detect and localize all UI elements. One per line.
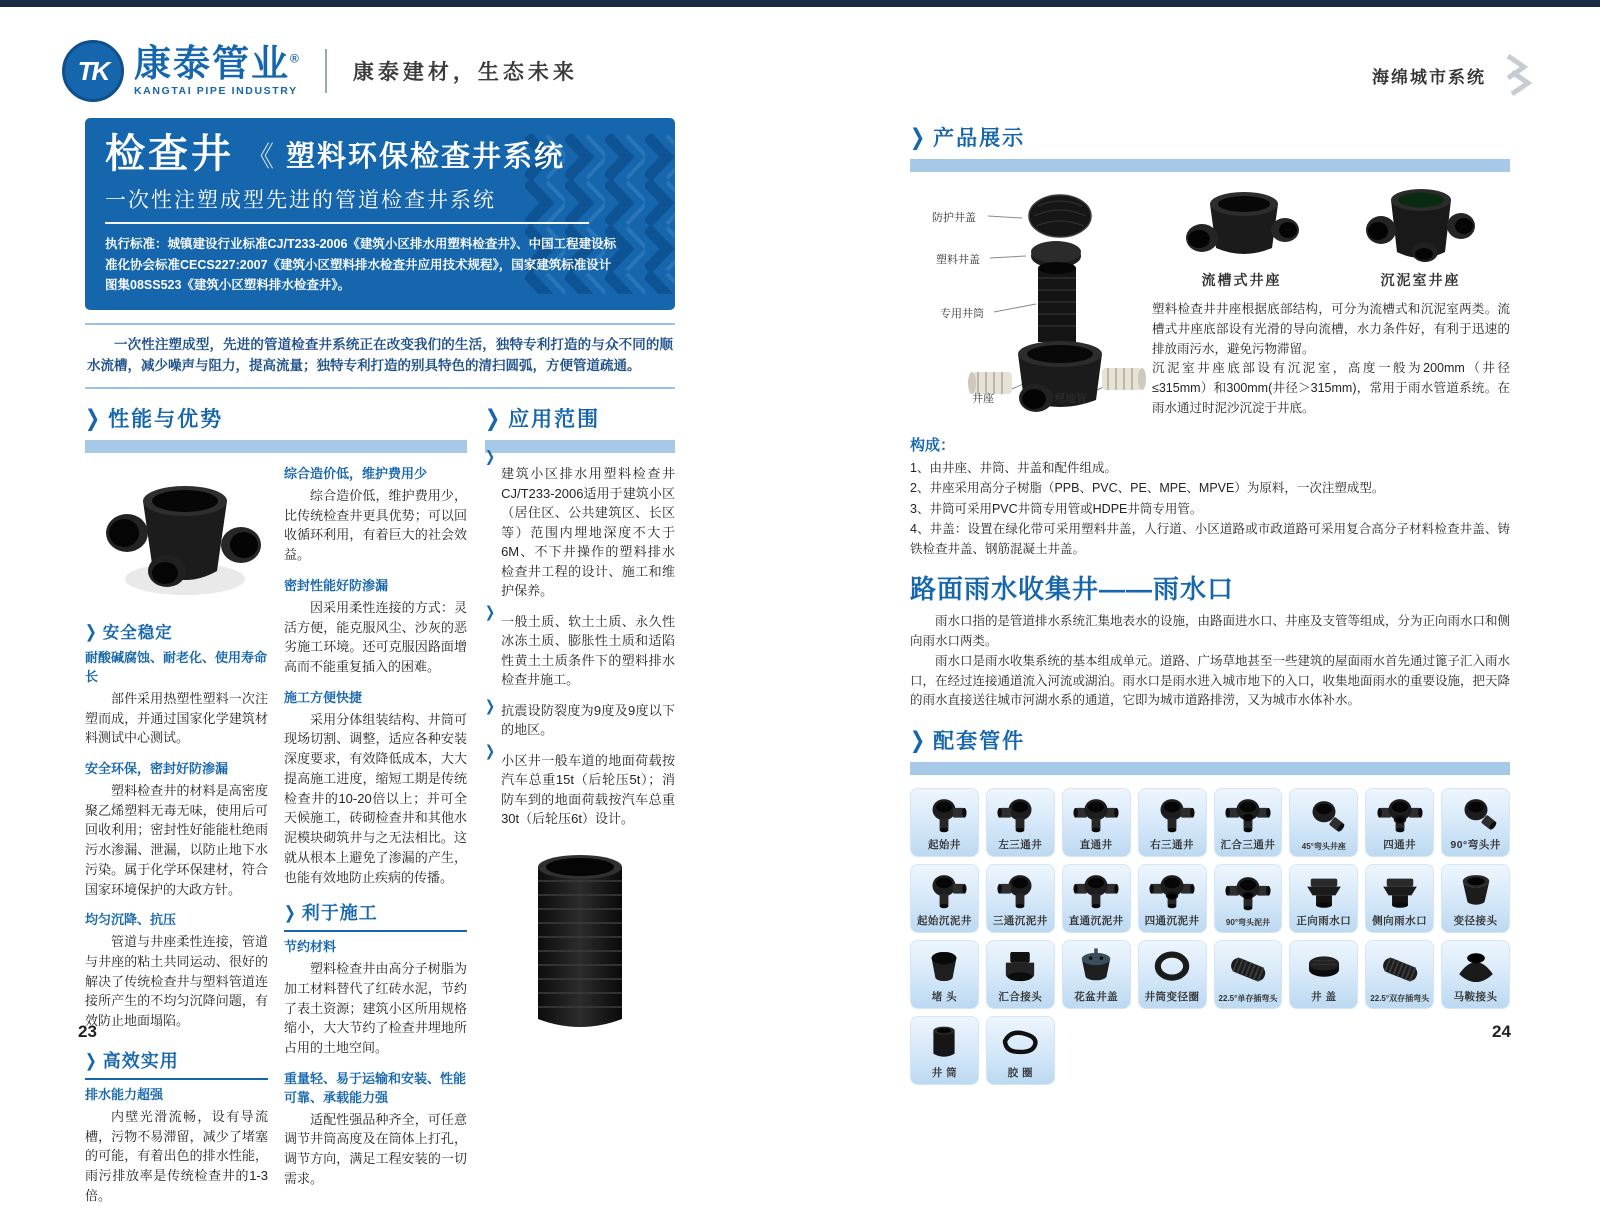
feature-block <box>284 1070 467 1189</box>
showcase-title: 产品展示 <box>933 127 1026 150</box>
fitting-card <box>910 940 979 1009</box>
fitting-label: 胶 圈 <box>1007 1067 1034 1079</box>
feature-title: 排水能力超强 <box>85 1086 164 1102</box>
brand-logo <box>62 40 1538 102</box>
exploded-assembly-diagram <box>910 186 1148 426</box>
fitting-photo <box>1453 792 1499 837</box>
safety-feature-list <box>85 649 268 1031</box>
fitting-label: 井 筒 <box>931 1067 958 1079</box>
efficient-header: 高效实用 <box>102 1050 179 1071</box>
section-arrow-icon: ❯ <box>485 405 501 431</box>
logo-monogram-text: TK <box>77 55 109 86</box>
hero-tagline: 一次性注塑成型先进的管道检查井系统 <box>105 184 589 224</box>
rainwater-section <box>910 569 1510 711</box>
section-underbar <box>910 159 1510 172</box>
base-description-para2: 沉泥室井座底部设有沉泥室，高度一般为200mm（井径≤315mm）和300mm(井径＞315mm)，常用于雨水管道系统。在雨水通过时泥沙沉淀于井底。 <box>1152 361 1510 415</box>
fitting-photo <box>1073 944 1119 989</box>
section-tagline: 海绵城市系统 <box>1372 67 1486 87</box>
hero-standards: 执行标准：城镇建设行业标准CJ/T233-2006《建筑小区排水用塑料检查井》、中国工程建设标准化协会标准CECS227:2007《建筑小区塑料排水检查井应用技术规程》，国家建筑标准设计图集08SS523《建筑小区塑料排水检查井》。 <box>105 237 617 293</box>
feature-block <box>85 760 268 899</box>
fitting-label: 侧向雨水口 <box>1372 915 1428 927</box>
fitting-label: 正向雨水口 <box>1296 915 1352 927</box>
fitting-card <box>1062 940 1131 1009</box>
fitting-label: 堵 头 <box>931 991 958 1003</box>
section-arrow-icon: ❯ <box>85 405 101 431</box>
bullet-arrow-icon: ❯ <box>485 448 496 466</box>
feature-title: 施工方便快捷 <box>284 689 363 705</box>
bullet-arrow-icon: ❯ <box>485 602 496 621</box>
fitting-photo <box>921 868 967 913</box>
fitting-card <box>1365 940 1434 1009</box>
subsection-arrow-icon: ❯ <box>284 902 296 923</box>
inspection-chamber-photo <box>85 467 268 609</box>
fitting-card <box>1441 864 1510 933</box>
fitting-photo <box>921 944 967 989</box>
registered-mark: ® <box>290 51 301 66</box>
composition-section <box>910 434 1510 559</box>
fitting-card <box>1214 788 1283 857</box>
feature-title: 均匀沉降、抗压 <box>85 912 177 928</box>
fitting-label: 井 盖 <box>1311 991 1337 1003</box>
fitting-label: 花盆井盖 <box>1074 991 1119 1003</box>
page-header <box>62 40 1538 110</box>
fitting-photo <box>1453 944 1499 989</box>
page-number-left: 23 <box>78 1022 97 1041</box>
brand-english-name: KANGTAI PIPE INDUSTRY <box>134 85 298 98</box>
fitting-card <box>1365 788 1434 857</box>
fitting-card <box>910 788 979 857</box>
label-protective-cover: 防护井盖 <box>932 212 976 224</box>
feature-body: 采用分体组装结构、井筒可现场切割、调整，适应各种安装深度要求，有效降低成本，大大提高施工进度，缩短工期是传统检查井的10-20倍以上；并可全天候施工，砖砌检查井和其他水泥模块砌筑井与之无法相比。这就从根本上避免了渗漏的产生，也能有效地防止疾病的传播。 <box>284 711 467 885</box>
hero-banner <box>85 118 675 310</box>
feature-body: 塑料检查井由高分子树脂为加工材料替代了红砖水泥，节约了表土资源；建筑小区所用规格缩小，大大节约了检查井埋地所占用的土地空间。 <box>284 961 467 1056</box>
fitting-label: 45°弯头井座 <box>1301 842 1346 851</box>
fitting-label: 三通沉泥井 <box>992 915 1048 927</box>
feature-title: 节约材料 <box>284 939 337 955</box>
feature-body: 适配性强品种齐全，可任意调节井筒高度及在筒体上打孔，调节方向，满足工程安装的一切需求。 <box>284 1111 467 1186</box>
applications-list <box>485 448 675 829</box>
application-text: 一般土质、软土土质、永久性冰冻土质、膨胀性土质和适陷性黄土土质条件下的塑料排水检查井施工。 <box>501 613 675 688</box>
photo-caption: 流槽式井座 <box>1201 272 1282 288</box>
application-text: 建筑小区排水用塑料检查井CJ/T233-2006适用于建筑小区（居住区、公共建筑区、长区等）范围内埋地深度不大于6M、不下井操作的塑料排水检查井工程的设计、施工和维护保养。 <box>501 466 675 599</box>
feature-title: 密封性能好防渗漏 <box>284 577 389 593</box>
fitting-photo <box>1225 944 1271 993</box>
fitting-photo <box>997 1020 1043 1065</box>
fitting-label: 90°弯头泥井 <box>1225 918 1270 927</box>
rainwater-heading: 路面雨水收集井——雨水口 <box>910 574 1235 605</box>
section-underbar <box>485 440 675 453</box>
fitting-label: 右三通井 <box>1150 839 1195 851</box>
fitting-card <box>1289 788 1358 857</box>
header-divider <box>325 49 327 93</box>
label-shaft: 专用井筒 <box>940 308 984 320</box>
feature-block <box>284 689 467 888</box>
application-text: 抗震设防裂度为9度及9度以下的地区。 <box>501 702 675 738</box>
label-base: 井座 <box>972 393 994 405</box>
feature-block <box>85 649 268 748</box>
feature-title: 安全环保，密封好防渗漏 <box>85 761 229 776</box>
top-accent-strip <box>0 0 1600 7</box>
subsection-arrow-icon: ❯ <box>85 1049 97 1070</box>
fitting-card <box>910 1016 979 1085</box>
fitting-label: 起始井 <box>927 839 961 851</box>
fitting-photo <box>1225 868 1271 917</box>
base-description-para1: 塑料检查井井座根据底部结构，可分为流槽式和沉泥室两类。流槽式井座底部设有光滑的导向流槽，水力条件好，有利于迅速的排放雨污水，避免污物滞留。 <box>1152 302 1510 356</box>
fitting-label: 直通井 <box>1079 839 1113 851</box>
feature-block <box>284 465 467 565</box>
feature-body: 管道与井座柔性连接，管道与井座的粘土共同运动、很好的解决了传统检查井与塑料管道连接所产生的不均匀沉降问题，有效防止地面塌陷。 <box>85 934 268 1029</box>
fitting-photo <box>1377 944 1423 993</box>
silt-base-photo <box>1351 186 1491 290</box>
feature-body: 部件采用热塑性塑料一次注塑而成，并通过国家化学建筑材料测试中心测试。 <box>85 690 268 746</box>
fitting-photo <box>1301 868 1347 913</box>
fitting-photo <box>921 1020 967 1065</box>
fitting-photo <box>1149 792 1195 837</box>
fitting-card <box>1214 940 1283 1009</box>
feature-body: 塑料检查井的材料是高密度聚乙烯塑料无毒无味，使用后可回收利用；密封性好能能杜绝雨污水渗漏、泄漏，以防止地下水污染。属于化学环保建材，符合国家环境保护的大政方针。 <box>85 782 268 897</box>
feature-block <box>85 911 268 1031</box>
fitting-card <box>1138 788 1207 857</box>
feature-title: 综合造价低，维护费用少 <box>284 466 428 482</box>
fitting-card <box>1289 864 1358 933</box>
fitting-label: 井筒变径圈 <box>1144 991 1200 1003</box>
feature-block <box>85 1086 268 1206</box>
fittings-grid <box>910 788 1510 1085</box>
fitting-photo <box>1225 792 1271 837</box>
fitting-card <box>986 788 1055 857</box>
intro-paragraph: 一次性注塑成型，先进的管道检查井系统正在改变我们的生活，独特专利打造的与众不同的顺水流槽，减少噪声与阻力，提高流量；独特专利打造的别具特色的清扫圆弧，方便管道疏通。 <box>85 323 675 389</box>
construction-feature-list <box>284 938 467 1188</box>
fitting-card <box>1365 864 1434 933</box>
fitting-label: 汇合接头 <box>998 991 1043 1003</box>
hero-system-name: 塑料环保检查井系统 <box>286 141 566 174</box>
fitting-photo <box>1073 868 1119 913</box>
section-underbar <box>910 762 1510 775</box>
feature-block <box>284 577 467 677</box>
fitting-label: 左三通井 <box>998 839 1043 851</box>
fitting-photo <box>997 792 1043 837</box>
composition-item: 2、井座采用高分子树脂（PPB、PVC、PE、MPE、MPVE）为原料，一次注塑成型。 <box>910 481 1385 496</box>
performance-column-1 <box>85 465 268 1217</box>
fitting-photo <box>1149 944 1195 989</box>
bullet-arrow-icon: ❯ <box>485 741 496 760</box>
fitting-card <box>1441 940 1510 1009</box>
photo-caption: 沉泥室井座 <box>1380 272 1461 288</box>
fitting-label: 90°弯头井 <box>1450 839 1501 851</box>
double-chevron-icon <box>1498 54 1538 96</box>
feature-title: 重量轻、易于运输和安装、性能可靠、承载能力强 <box>284 1070 467 1105</box>
fitting-label: 22.5°双存插弯头 <box>1370 994 1430 1003</box>
feature-body: 综合造价低，维护费用少，比传统检查井更具优势；可以回收循环利用，有着巨大的社会效益。 <box>284 487 467 563</box>
corrugated-shaft-photo <box>485 851 675 1037</box>
fitting-card <box>1062 864 1131 933</box>
subsection-arrow-icon: ❯ <box>85 621 97 642</box>
fitting-photo <box>1149 868 1195 913</box>
fitting-label: 汇合三通井 <box>1220 839 1276 851</box>
page-number-right: 24 <box>1492 1022 1511 1041</box>
fitting-photo <box>997 944 1043 989</box>
fitting-card <box>1138 940 1207 1009</box>
feature-body: 内壁光滑流畅，设有导流槽，污物不易滞留，减少了堵塞的可能，有着出色的排水性能，雨污排放率是传统检查井的1-3倍。 <box>85 1108 268 1203</box>
base-description <box>1152 300 1510 419</box>
left-page <box>85 118 675 1218</box>
safety-header: 安全稳定 <box>102 624 173 643</box>
label-buried-pipe: 埋地管 <box>1054 393 1087 405</box>
fitting-photo <box>1377 868 1423 913</box>
composition-item: 1、由井座、井筒、井盖和配件组成。 <box>910 461 1117 475</box>
fitting-label: 直通沉泥井 <box>1068 915 1124 927</box>
fitting-photo <box>1073 792 1119 837</box>
fitting-photo <box>997 868 1043 913</box>
fitting-label: 马鞍接头 <box>1453 991 1498 1003</box>
application-item <box>485 448 675 601</box>
composition-heading: 构成： <box>910 437 956 454</box>
application-item <box>485 696 675 740</box>
feature-block <box>284 938 467 1058</box>
performance-title: 性能与优势 <box>108 408 224 432</box>
feature-title: 耐酸碱腐蚀、耐老化、使用寿命长 <box>85 650 268 684</box>
feature-body: 因采用柔性连接的方式：灵活方便，能克服风尘、沙灰的恶劣施工环境。还可克服因路面增高而不能重复插入的困难。 <box>284 599 467 674</box>
application-item <box>485 741 675 829</box>
fitting-card <box>1441 788 1510 857</box>
fitting-card <box>986 940 1055 1009</box>
application-text: 小区井一般车道的地面荷载按汽车总重15t（后轮压5t）；消防车到的地面荷载按汽车总重30t（后轮压6t）设计。 <box>501 752 675 827</box>
fitting-label: 起始沉泥井 <box>916 915 972 927</box>
section-arrow-icon: ❯ <box>910 727 926 753</box>
fitting-card <box>1138 864 1207 933</box>
composition-item: 4、井盖：设置在绿化带可采用塑料井盖，人行道、小区道路或市政道路可采用复合高分子材料检查井盖、铸铁检查井盖、钢筋混凝土井盖。 <box>910 521 1510 556</box>
hero-title: 检查井 <box>105 132 234 176</box>
applications-title: 应用范围 <box>508 408 601 432</box>
fitting-card <box>1062 788 1131 857</box>
composition-item: 3、井筒可采用PVC井筒专用管或HDPE井筒专用管。 <box>910 501 1203 516</box>
right-page <box>910 122 1510 1085</box>
fitting-card <box>1289 940 1358 1009</box>
fitting-label: 变径接头 <box>1453 915 1498 927</box>
fitting-card <box>910 864 979 933</box>
composition-list <box>910 458 1510 559</box>
bullet-arrow-icon: ❯ <box>485 696 496 715</box>
fitting-card <box>986 864 1055 933</box>
fitting-label: 四通井 <box>1383 839 1417 851</box>
fitting-photo <box>1377 792 1423 837</box>
performance-section <box>85 403 467 1217</box>
brand-name: 康泰管业® <box>134 43 301 85</box>
hero-quote-mark: 《 <box>246 141 275 173</box>
rainwater-para2: 雨水口是雨水收集系统的基本组成单元。道路、广场草地甚至一些建筑的屋面雨水首先通过篦子汇入雨水口，在经过连接通道流入河流或湖泊。雨水口是雨水进入城市地下的入口，收集地面雨水的重要设施，把天降的雨水直接送往城市河湖水系的通道，它即为城市道路排涝，又为城市水体补水。 <box>910 653 1511 708</box>
section-underbar <box>85 440 467 453</box>
application-item <box>485 602 675 690</box>
rainwater-para1: 雨水口指的是管道排水系统汇集地表水的设施，由路面进水口、井座及支管等组成，分为正向雨水口和侧向雨水口两类。 <box>910 614 1511 648</box>
logo-monogram-icon <box>62 40 124 102</box>
performance-column-2 <box>284 465 467 1217</box>
fitting-photo <box>1301 792 1347 841</box>
fitting-photo <box>1301 944 1347 989</box>
fitting-card <box>1214 864 1283 933</box>
cost-feature-list <box>284 465 467 887</box>
fitting-label: 22.5°单存插弯头 <box>1218 994 1278 1003</box>
fitting-photo <box>921 792 967 837</box>
efficient-feature-list <box>85 1086 268 1206</box>
fitting-card <box>986 1016 1055 1085</box>
brand-slogan: 康泰建材，生态未来 <box>352 61 578 84</box>
fitting-photo <box>1453 868 1499 913</box>
fittings-title: 配套管件 <box>933 730 1026 753</box>
channel-base-photo <box>1172 186 1312 290</box>
label-plastic-cover: 塑料井盖 <box>936 254 980 266</box>
applications-section <box>485 403 675 1217</box>
fitting-label: 四通沉泥井 <box>1144 915 1200 927</box>
section-arrow-icon: ❯ <box>910 124 926 150</box>
construction-header: 利于施工 <box>301 903 378 924</box>
